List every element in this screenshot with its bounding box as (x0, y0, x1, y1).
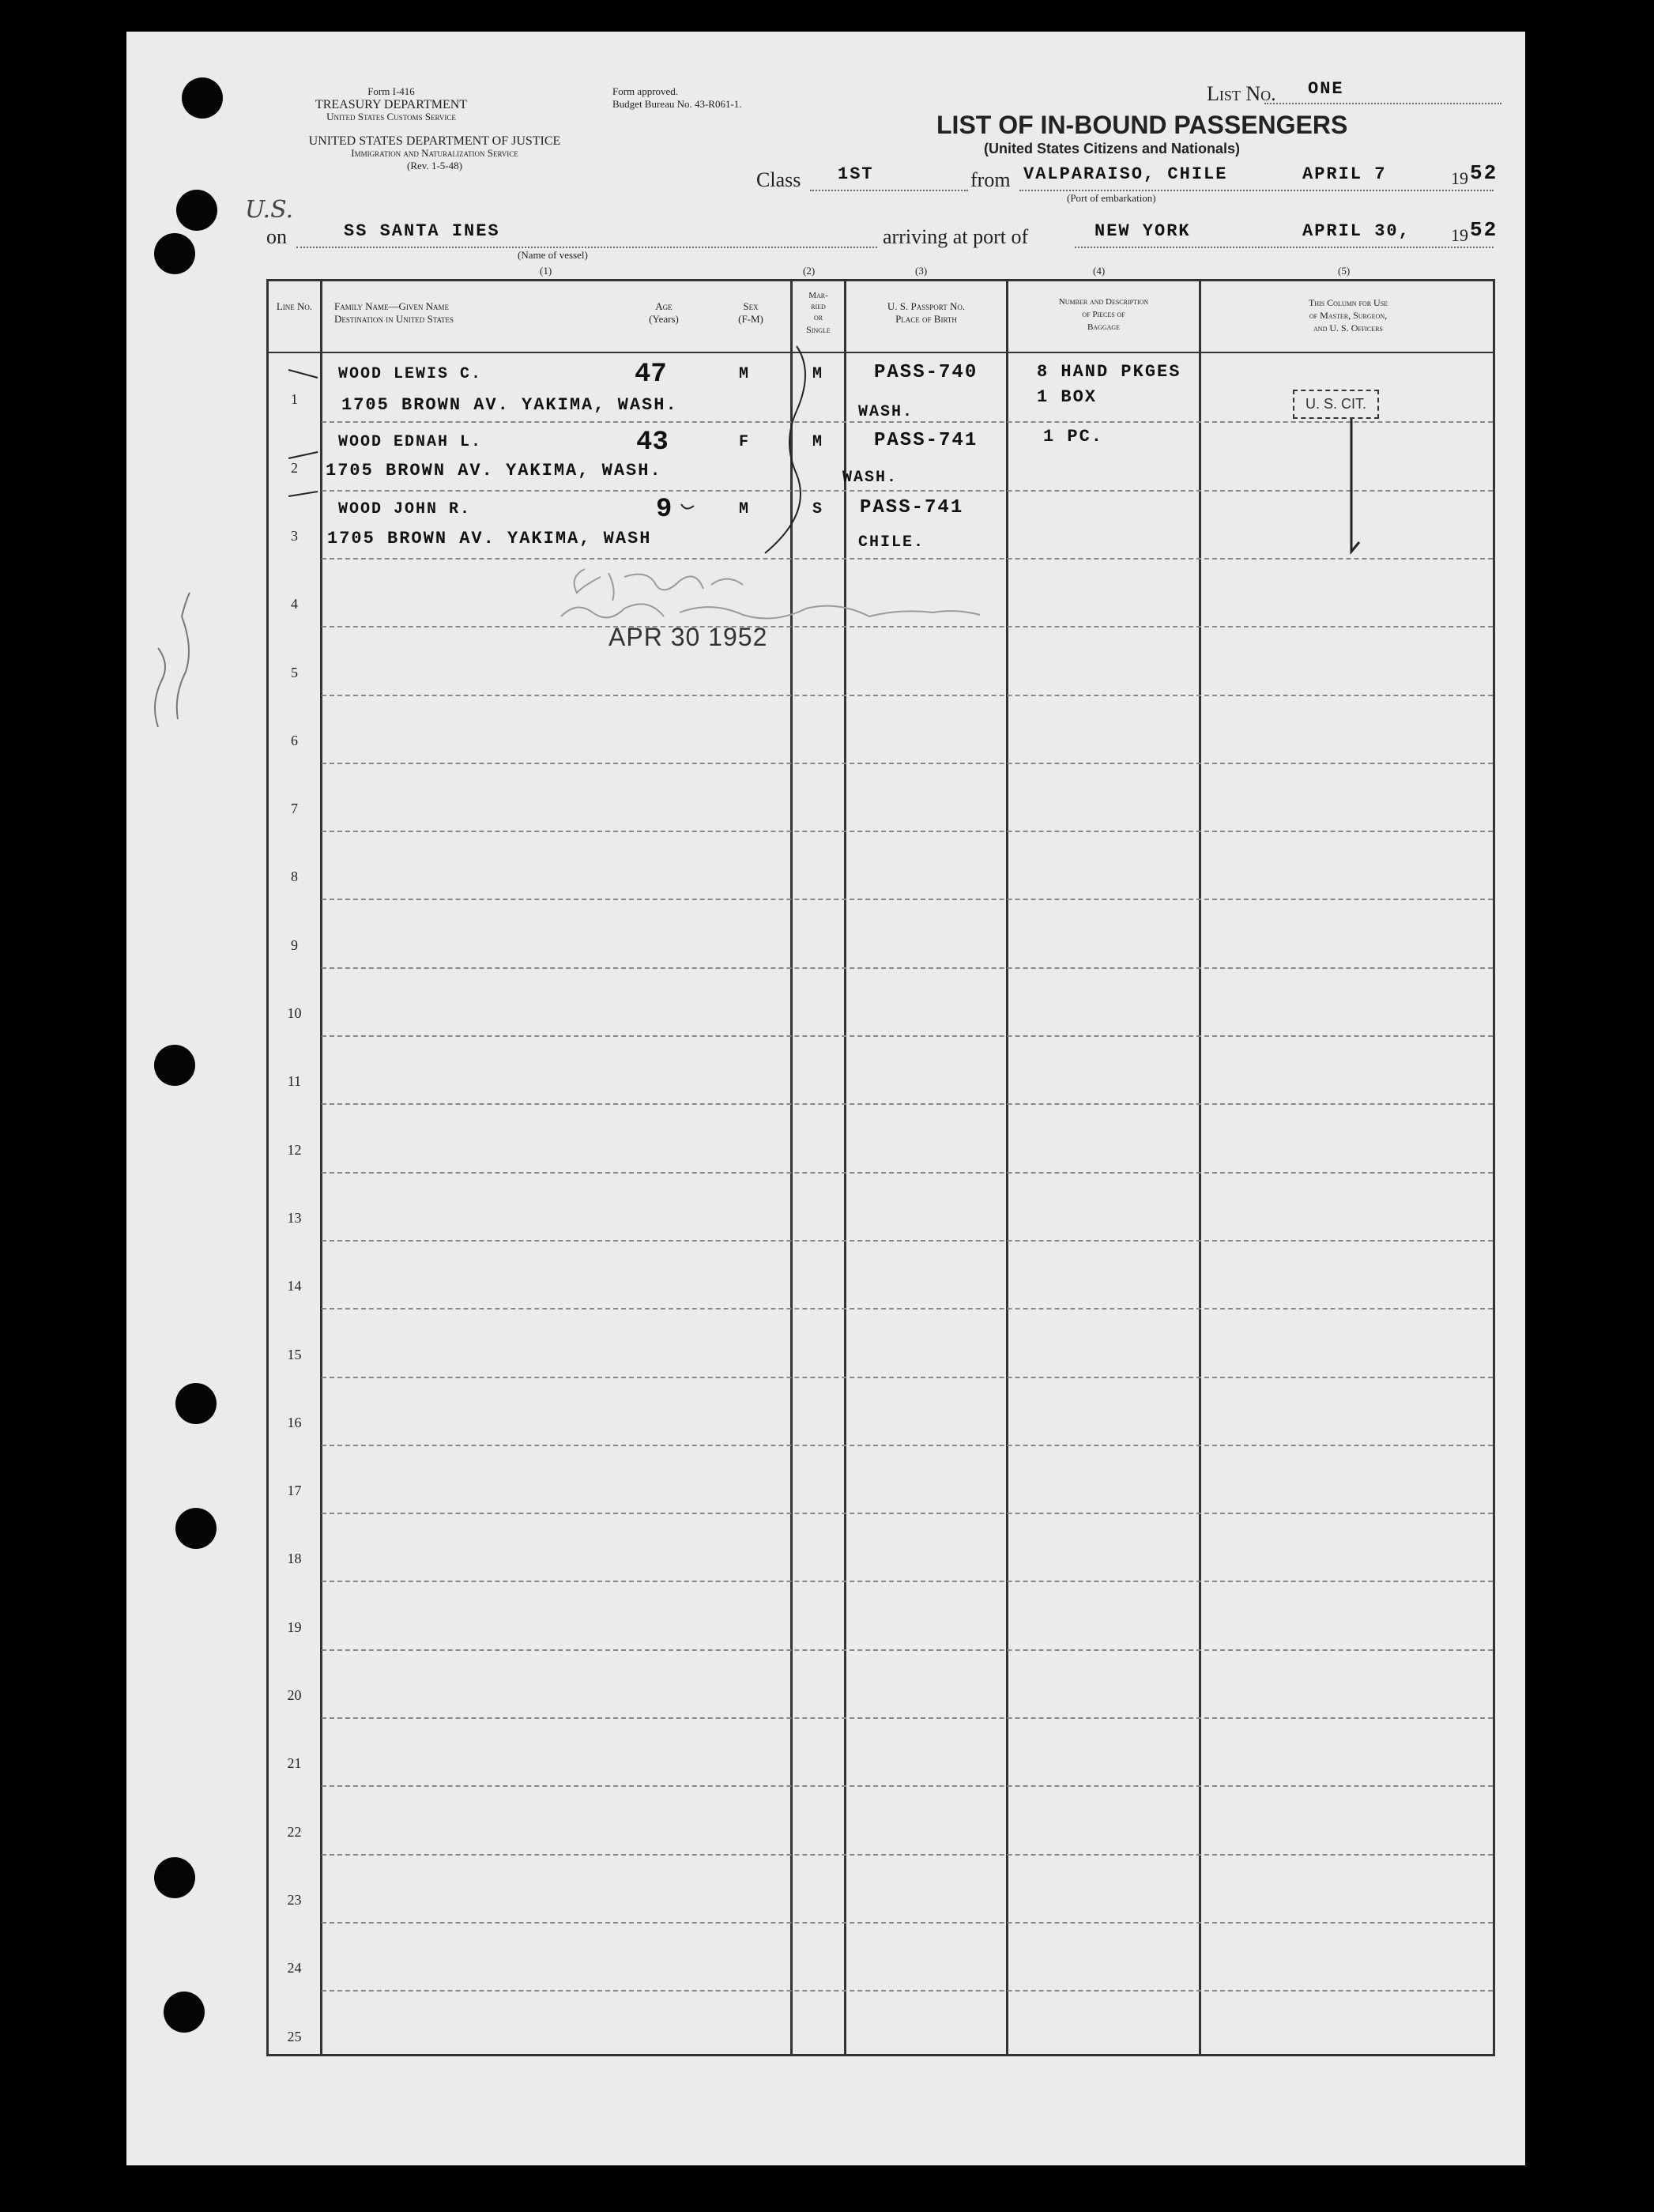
line-number: 17 (287, 1483, 302, 1499)
col-age: Age (655, 300, 673, 312)
line-number: 15 (287, 1346, 302, 1362)
passenger-marital: M (812, 365, 824, 383)
customs-service: United States Customs Service (326, 111, 456, 122)
depart-year: 52 (1470, 161, 1498, 185)
list-no-label: List No. (1207, 82, 1276, 105)
passenger-name: WOOD LEWIS C. (338, 365, 483, 383)
line-number: 9 (291, 936, 298, 953)
passenger-baggage: 1 PC. (1043, 427, 1104, 447)
passenger-birthplace: CHILE. (858, 533, 925, 552)
col-sex: Sex (743, 300, 759, 312)
from-port: VALPARAISO, CHILE (1023, 164, 1228, 184)
line-number: 7 (291, 801, 298, 817)
on-label: on (266, 225, 287, 248)
col-destination: Destination in United States (334, 313, 454, 325)
col-officers: This Column for Use (1308, 297, 1388, 308)
arrival-year: 52 (1470, 218, 1498, 242)
line-number: 4 (291, 596, 298, 612)
col-officers: of Master, Surgeon, (1309, 310, 1388, 321)
passenger-marital: M (812, 433, 824, 451)
passenger-sex: M (739, 500, 751, 518)
passenger-birthplace: WASH. (842, 469, 899, 487)
inspector-signature (537, 553, 1012, 640)
col-age-unit: (Years) (649, 313, 679, 325)
passenger-passport: PASS-741 (860, 497, 964, 518)
passenger-age: 9 (656, 495, 673, 525)
class-label: Class (756, 168, 801, 191)
col-birthplace: Place of Birth (895, 313, 957, 325)
col-name: Family Name—Given Name (334, 300, 449, 312)
ins-service: Immigration and Naturalization Service (351, 147, 518, 159)
col-married: ried (811, 302, 826, 311)
line-number: 21 (287, 1755, 302, 1772)
arrival-date: APRIL 30, (1302, 221, 1411, 241)
from-label: from (970, 168, 1011, 191)
line-number: 22 (287, 1823, 302, 1840)
line-number: 25 (287, 2028, 302, 2044)
passenger-address: 1705 BROWN AV. YAKIMA, WASH. (341, 395, 678, 415)
us-citizen-stamp (1293, 390, 1379, 419)
passenger-age: 43 (636, 428, 669, 458)
line-number: 2 (291, 459, 298, 476)
line-number: 3 (291, 527, 298, 544)
arrival-year-prefix: 19 (1451, 225, 1468, 245)
tick-mark (288, 452, 318, 458)
line-number: 16 (287, 1414, 302, 1430)
arriving-label: arriving at port of (883, 225, 1029, 248)
us-citizen-stamp-text: U. S. CIT. (1305, 396, 1367, 412)
line-number: 6 (291, 732, 298, 748)
col-baggage: of Pieces of (1082, 310, 1125, 319)
line-number: 18 (287, 1551, 302, 1567)
col-married: or (813, 313, 823, 322)
col-line-no: Line No. (276, 300, 313, 312)
passenger-sex: M (739, 365, 751, 383)
passenger-marital: S (812, 500, 824, 518)
line-number: 11 (287, 1073, 302, 1090)
passenger-passport: PASS-741 (874, 430, 978, 451)
citizen-arrow (1351, 419, 1359, 552)
age-mark (681, 504, 694, 509)
column-number: (2) (803, 265, 816, 277)
line-number: 19 (287, 1618, 302, 1635)
col-sex-unit: (F-M) (738, 313, 763, 325)
line-number: 1 (291, 391, 298, 408)
line-number: 14 (287, 1278, 302, 1294)
form-title: LIST OF IN-BOUND PASSENGERS (936, 111, 1348, 139)
column-number: (1) (540, 265, 552, 277)
line-number: 23 (287, 1891, 302, 1908)
line-number: 24 (287, 1960, 302, 1976)
margin-notes (142, 585, 237, 743)
passenger-baggage: 1 BOX (1037, 387, 1098, 407)
line-number: 20 (287, 1687, 302, 1703)
line-number: 10 (287, 1005, 302, 1021)
column-number: (4) (1093, 265, 1106, 277)
line-number: 5 (291, 664, 298, 680)
arrival-port: NEW YORK (1095, 221, 1191, 241)
vessel-name: SS SANTA INES (344, 221, 500, 241)
passenger-address: 1705 BROWN AV. YAKIMA, WASH. (326, 461, 662, 480)
port-embarkation-caption: (Port of embarkation) (1067, 192, 1156, 204)
line-number: 13 (287, 1209, 302, 1226)
passenger-name: WOOD JOHN R. (338, 500, 472, 518)
vessel-caption: (Name of vessel) (518, 249, 588, 261)
date-stamp: APR 30 1952 (608, 623, 768, 651)
form-subtitle: (United States Citizens and Nationals) (984, 141, 1241, 156)
column-number: (3) (915, 265, 928, 277)
passenger-name: WOOD EDNAH L. (338, 433, 483, 451)
family-bracket (765, 346, 805, 553)
depart-year-prefix: 19 (1451, 168, 1468, 188)
vessel-annotation: U.S. (245, 196, 294, 224)
passenger-baggage: 8 HAND PKGES (1037, 362, 1181, 382)
passenger-birthplace: WASH. (858, 403, 914, 421)
col-baggage: Number and Description (1058, 297, 1149, 307)
depart-date: APRIL 7 (1302, 164, 1387, 184)
treasury-department: TREASURY DEPARTMENT (315, 98, 468, 111)
line-number: 12 (287, 1141, 302, 1158)
tick-mark (288, 370, 318, 378)
budget-bureau: Budget Bureau No. 43-R061-1. (612, 98, 742, 110)
column-number: (5) (1338, 265, 1351, 277)
col-baggage: Baggage (1087, 322, 1121, 332)
passenger-address: 1705 BROWN AV. YAKIMA, WASH (327, 529, 652, 548)
tick-mark (288, 492, 318, 496)
form-approved: Form approved. (612, 85, 679, 97)
col-married: Mar- (808, 291, 828, 300)
passenger-sex: F (739, 433, 751, 451)
class-value: 1ST (838, 164, 874, 184)
revision-date: (Rev. 1-5-48) (407, 160, 462, 171)
col-passport: U. S. Passport No. (887, 300, 966, 312)
col-married: Single (806, 324, 831, 335)
passenger-age: 47 (635, 360, 667, 390)
passenger-passport: PASS-740 (874, 362, 978, 383)
line-number: 8 (291, 869, 298, 885)
col-officers: and U. S. Officers (1313, 322, 1383, 333)
department-of-justice: UNITED STATES DEPARTMENT OF JUSTICE (308, 134, 561, 148)
form-number: Form I-416 (367, 85, 415, 97)
list-no-value: ONE (1308, 79, 1344, 99)
